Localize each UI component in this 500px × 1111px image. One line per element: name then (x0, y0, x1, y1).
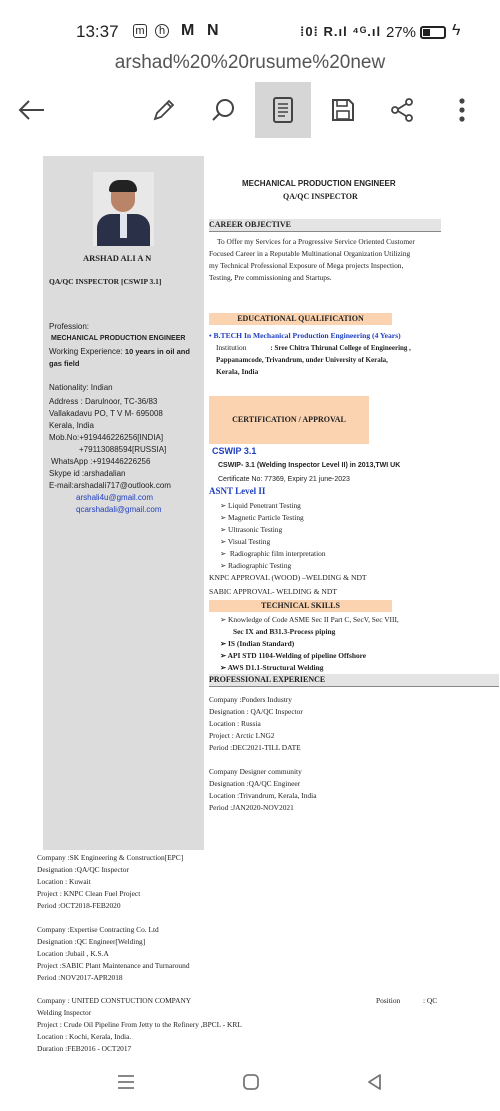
list-item: ➢ Ultrasonic Testing (220, 525, 283, 534)
list-item: ➢ AWS D1.1-Structural Welding (220, 663, 324, 672)
mobile-india: Mob.No:+919446226256[INDIA] (49, 433, 164, 442)
list-item: ➢ Magnetic Particle Testing (220, 513, 304, 522)
list-item: ➢ Radiographic film interpretation (220, 549, 326, 558)
share-icon[interactable] (374, 82, 430, 138)
candidate-subtitle: QA/QC INSPECTOR [CSWIP 3.1] (49, 277, 162, 286)
save-icon[interactable] (315, 82, 371, 138)
candidate-name: ARSHAD ALI A N (83, 253, 152, 263)
address-line-2: Vallakadavu PO, T V M- 695008 (49, 409, 163, 418)
home-icon[interactable] (241, 1072, 261, 1092)
signal-icons: ⁞0⁞ R.ıl ⁴ᴳ.ıl (300, 24, 382, 39)
battery-percent: 27% (386, 24, 417, 41)
address-line-1: Address : Darulnoor, TC-36/83 (49, 397, 158, 406)
skills-list (220, 614, 470, 674)
career-objective-header: CAREER OBJECTIVE (209, 219, 441, 232)
charging-icon: ϟ (452, 22, 461, 39)
hh-icon: h (155, 24, 169, 38)
asnt-list (220, 500, 326, 572)
email-link-2[interactable]: qcarshadali@gmail.com (76, 505, 162, 514)
list-item: ➢ Knowledge of Code ASME Sec II Part C, SecV, Sec VIII, (220, 615, 399, 624)
job-sk: Company :SK Engineering & Construction[EPC] Designation :QA/QC Inspector Location : Kuwait Project : KNPC Clean Fuel Project Period :OCT2018-FEB2020 (37, 853, 184, 910)
list-item: ➢ API STD 1104-Welding of pipeline Offshore (220, 651, 367, 660)
email-link-1[interactable]: arshali4u@gmail.com (76, 493, 154, 502)
resume-sidebar (43, 156, 204, 850)
job-designer: Company Designer community Designation :QA/QC Engineer Location :Trivandrum, Kerala, India Period :JAN2020-NOV2021 (209, 767, 317, 812)
battery-icon (420, 26, 446, 39)
professional-experience-header: PROFESSIONAL EXPERIENCE (209, 674, 499, 687)
job-united: Company : UNITED CONSTUCTION COMPANY Position : QC Welding Inspector Project : Crude Oil Pipeline From Jetty to the Refinery ,BPCL - KRL Location : Kochi, Kerala, India. Duration :FEB2016 - OCT2017 (37, 996, 438, 1053)
skype-id: Skype id :arshadalian (49, 469, 126, 478)
navigation-bar (0, 1062, 500, 1111)
email-primary: E-mail:arshadali717@outlook.com (49, 481, 171, 490)
cswip-line-2: Certificate No: 77369, Expiry 21 june-2023 (218, 476, 350, 483)
mobile-russia: +79113088594[RUSSIA] (79, 445, 167, 454)
job-ponders: Company :Ponders Industry Designation : QA/QC Inspector Location : Russia Project : Arctic LNG2 Period :DEC2021-TILL DATE (209, 695, 303, 752)
gallery-icon: m (133, 24, 147, 38)
asnt-title: ASNT Level II (209, 486, 266, 496)
job-expertise: Company :Expertise Contracting Co. Ltd Designation :QC Engineer[Welding] Location :Jubail , K.S.A Project :SABIC Plant Maintenance and Turnaround Period :NOV2017-APR2018 (37, 925, 190, 982)
reading-mode-icon[interactable] (255, 82, 311, 138)
main-heading-1: MECHANICAL PRODUCTION ENGINEER (242, 179, 396, 188)
education-degree: • B.TECH In Mechanical Production Engineering (4 Years) (209, 331, 401, 340)
certification-header: CERTIFICATION / APPROVAL (209, 396, 369, 444)
toolbar (0, 82, 500, 138)
cswip-title: CSWIP 3.1 (212, 446, 257, 456)
profile-photo (93, 172, 154, 246)
career-objective-text: To Offer my Services for a Progressive Service Oriented Customer Focused Career in a Reputable Multinational Organization Utilizing my Technical Professional Exposure of Mega projects Inspection, Testing, Pre commissioning and Startups. (209, 237, 415, 282)
sabic-approval: SABIC APPROVAL- WELDING & NDT (209, 587, 337, 596)
list-item: ➢ Visual Testing (220, 537, 271, 546)
back-icon[interactable] (365, 1072, 385, 1092)
document-title: arshad%20%20rusume%20new (114, 52, 386, 73)
n-icon: N (207, 22, 219, 39)
list-item: Sec IX and B31.3-Process piping (233, 627, 336, 636)
more-icon[interactable] (434, 82, 490, 138)
document-page[interactable] (0, 140, 500, 1070)
address-line-3: Kerala, India (49, 421, 94, 430)
list-item: ➢ Liquid Penetrant Testing (220, 501, 301, 510)
education-institution: Institution : Sree Chitra Thirunal College of Engineering , Pappanamcode, Trivandrum, under University of Kerala, Kerala, India (216, 343, 411, 376)
knpc-approval: KNPC APPROVAL (WOOD) –WELDING & NDT (209, 573, 367, 582)
cswip-line-1: CSWIP- 3.1 (Welding Inspector Level II) in 2013,TWI UK (218, 462, 401, 469)
profession-label: Profession: (49, 322, 90, 331)
status-time: 13:37 (76, 22, 119, 41)
nationality: Nationality: Indian (49, 383, 113, 392)
technical-skills-header: TECHNICAL SKILLS (209, 600, 392, 612)
recent-apps-icon[interactable] (116, 1072, 136, 1092)
education-header: EDUCATIONAL QUALIFICATION (209, 313, 392, 325)
whatsapp: WhatsApp :+919446226256 (51, 457, 151, 466)
experience: Working Experience: 10 years in oil and gas field (49, 347, 190, 368)
pencil-icon[interactable] (136, 82, 192, 138)
gmail-icon: M (181, 22, 195, 39)
back-arrow-icon[interactable] (4, 82, 60, 138)
main-heading-2: QA/QC INSPECTOR (283, 192, 358, 201)
list-item: ➢ Radiographic Testing (220, 561, 292, 570)
search-icon[interactable] (195, 82, 251, 138)
profession-value: MECHANICAL PRODUCTION ENGINEER (51, 335, 186, 342)
status-bar (0, 0, 500, 50)
list-item: ➢ IS (Indian Standard) (220, 639, 295, 648)
